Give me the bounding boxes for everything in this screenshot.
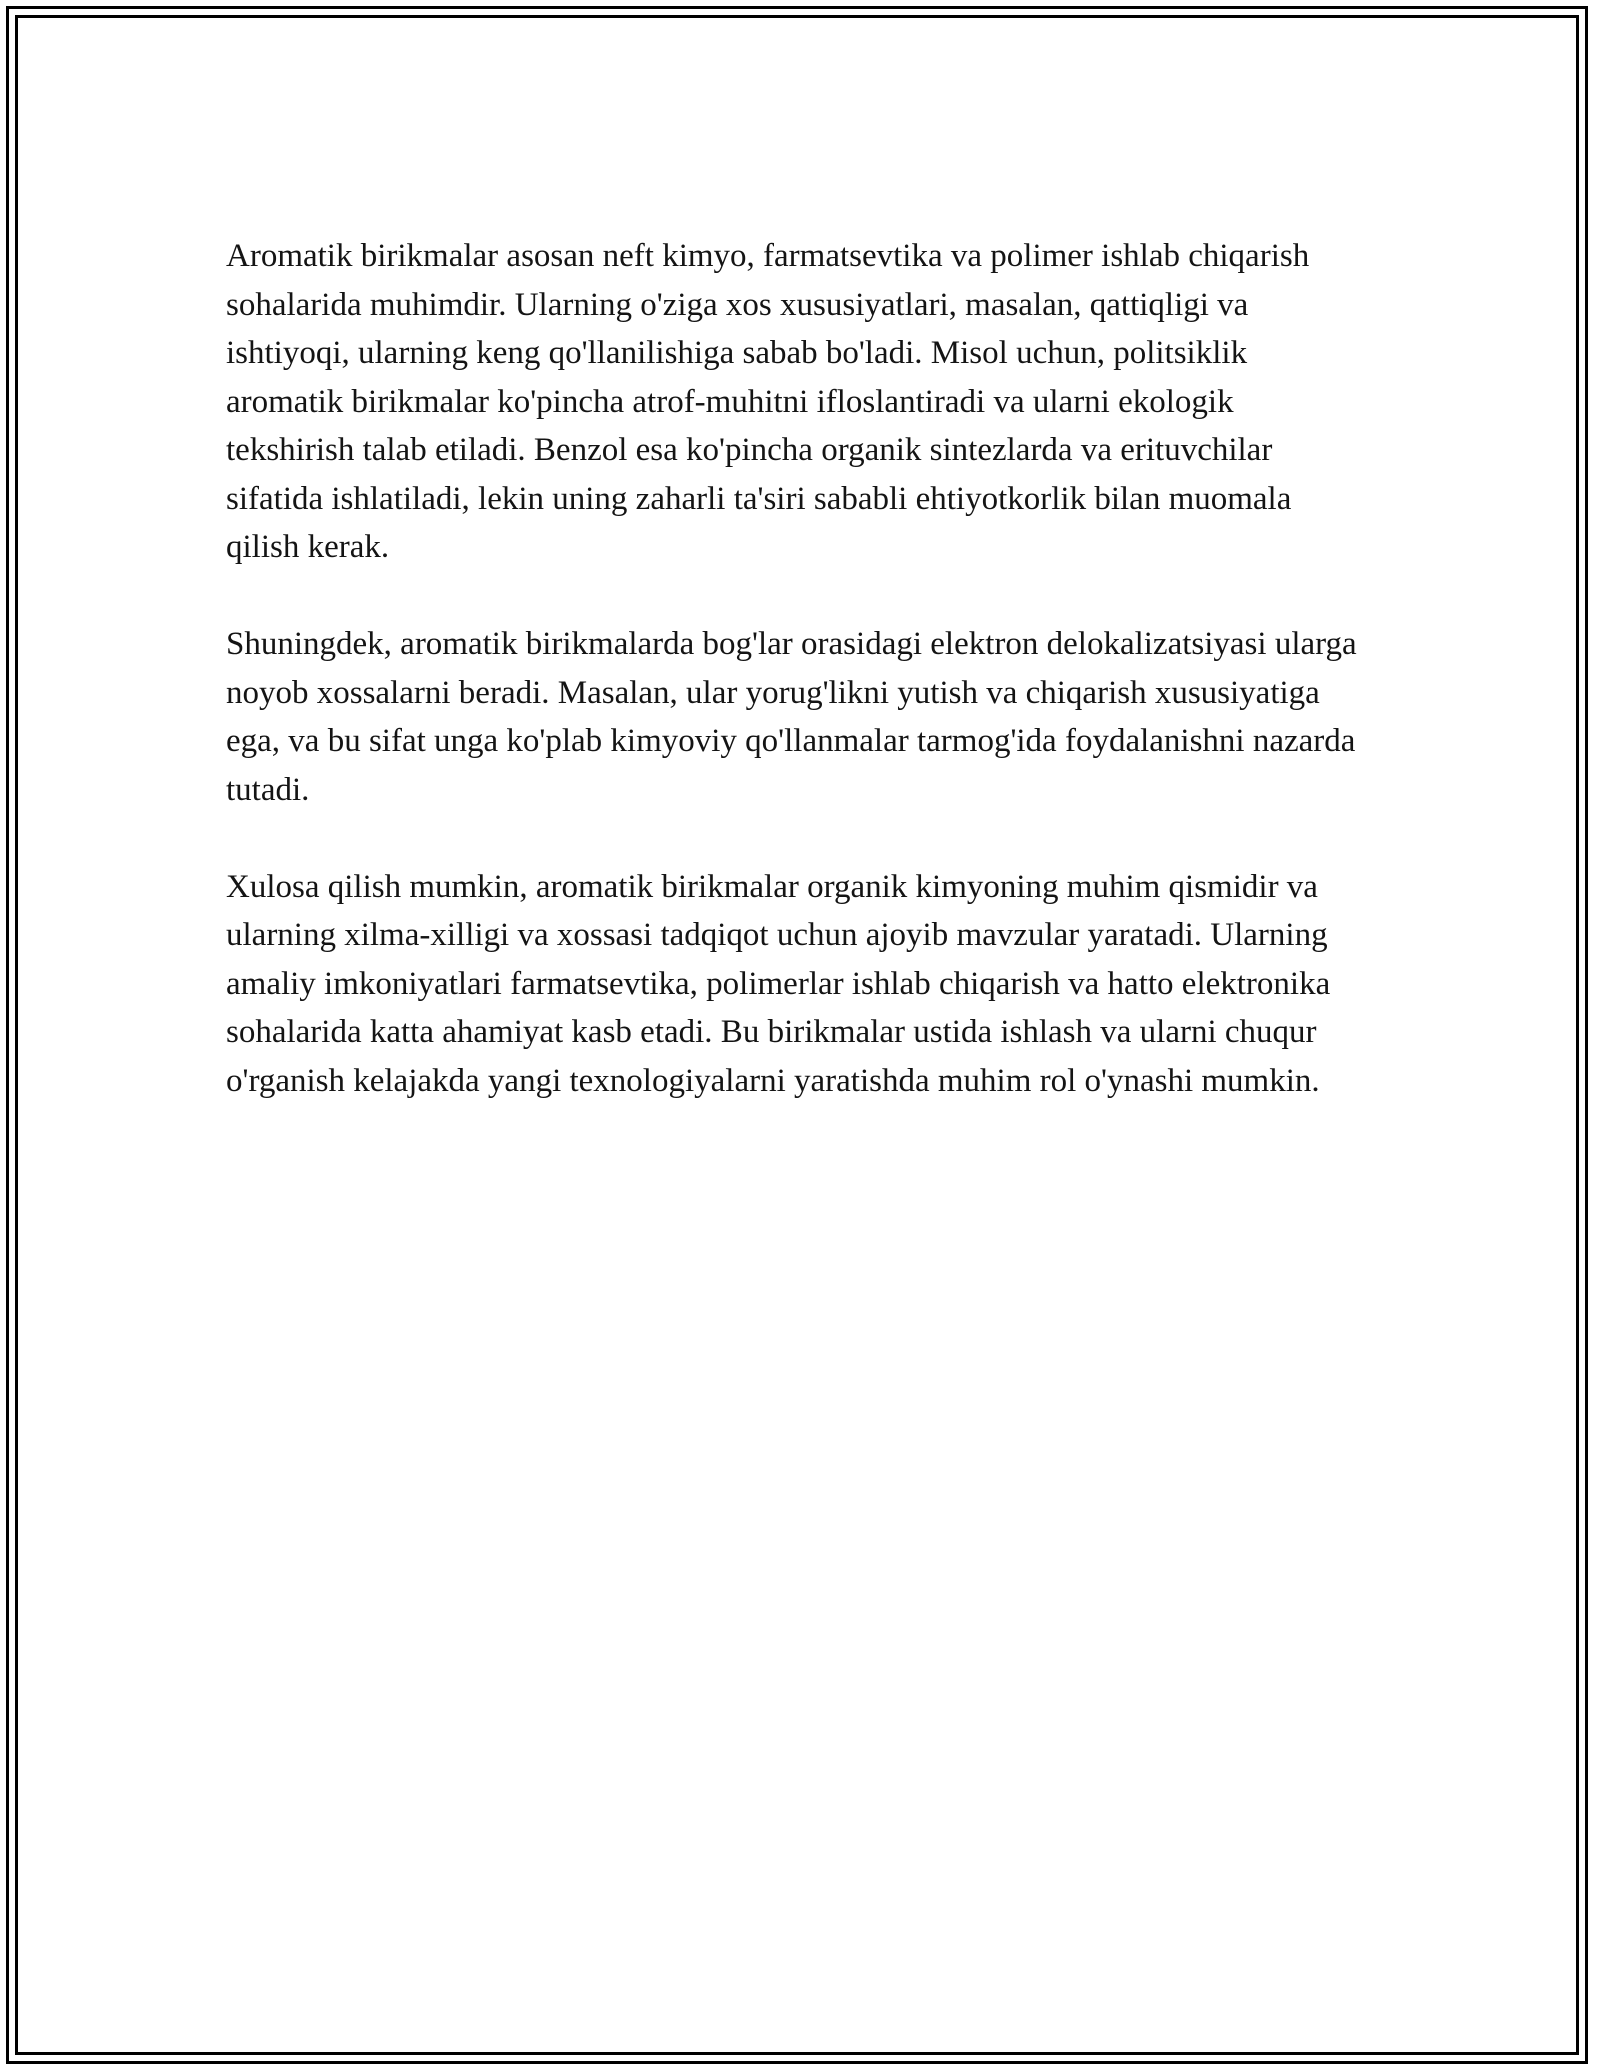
paragraph-1: Aromatik birikmalar asosan neft kimyo, farmatsevtika va polimer ishlab chiqarish sohalarida muhimdir. Ularning o'ziga xos xususiyatlari, masalan, qattiqligi va ishtiyoqi, ularning keng qo'llanilishiga sabab bo'ladi. Misol uchun, politsiklik aromatik birikmalar ko'pincha atrof-muhitni ifloslantiradi va ularni ekologik tekshirish talab etiladi. Benzol esa ko'pincha organik sintezlarda va erituvchilar sifatida ishlatiladi, lekin uning zaharli ta'siri sababli ehtiyotkorlik bilan muomala qilish kerak. (226, 238, 1310, 565)
document-body (226, 232, 1366, 1154)
paragraph-3: Xulosa qilish mumkin, aromatik birikmalar organik kimyoning muhim qismidir va ularning xilma-xilligi va xossasi tadqiqot uchun ajoyib mavzular yaratadi. Ularning amaliy imkoniyatlari farmatsevtika, polimerlar ishlab chiqarish va hatto elektronika sohalarida katta ahamiyat kasb etadi. Bu birikmalar ustida ishlash va ularni chuqur o'rganish kelajakda yangi texnologiyalarni yaratishda muhim rol o'ynashi mumkin. (226, 868, 1331, 1099)
paragraph-2: Shuningdek, aromatik birikmalarda bog'lar orasidagi elektron delokalizatsiyasi ularga noyob xossalarni beradi. Masalan, ular yorug'likni yutish va chiqarish xususiyatiga ega, va bu sifat unga ko'plab kimyoviy qo'llanmalar tarmog'ida foydalanishni nazarda tutadi. (226, 626, 1357, 808)
